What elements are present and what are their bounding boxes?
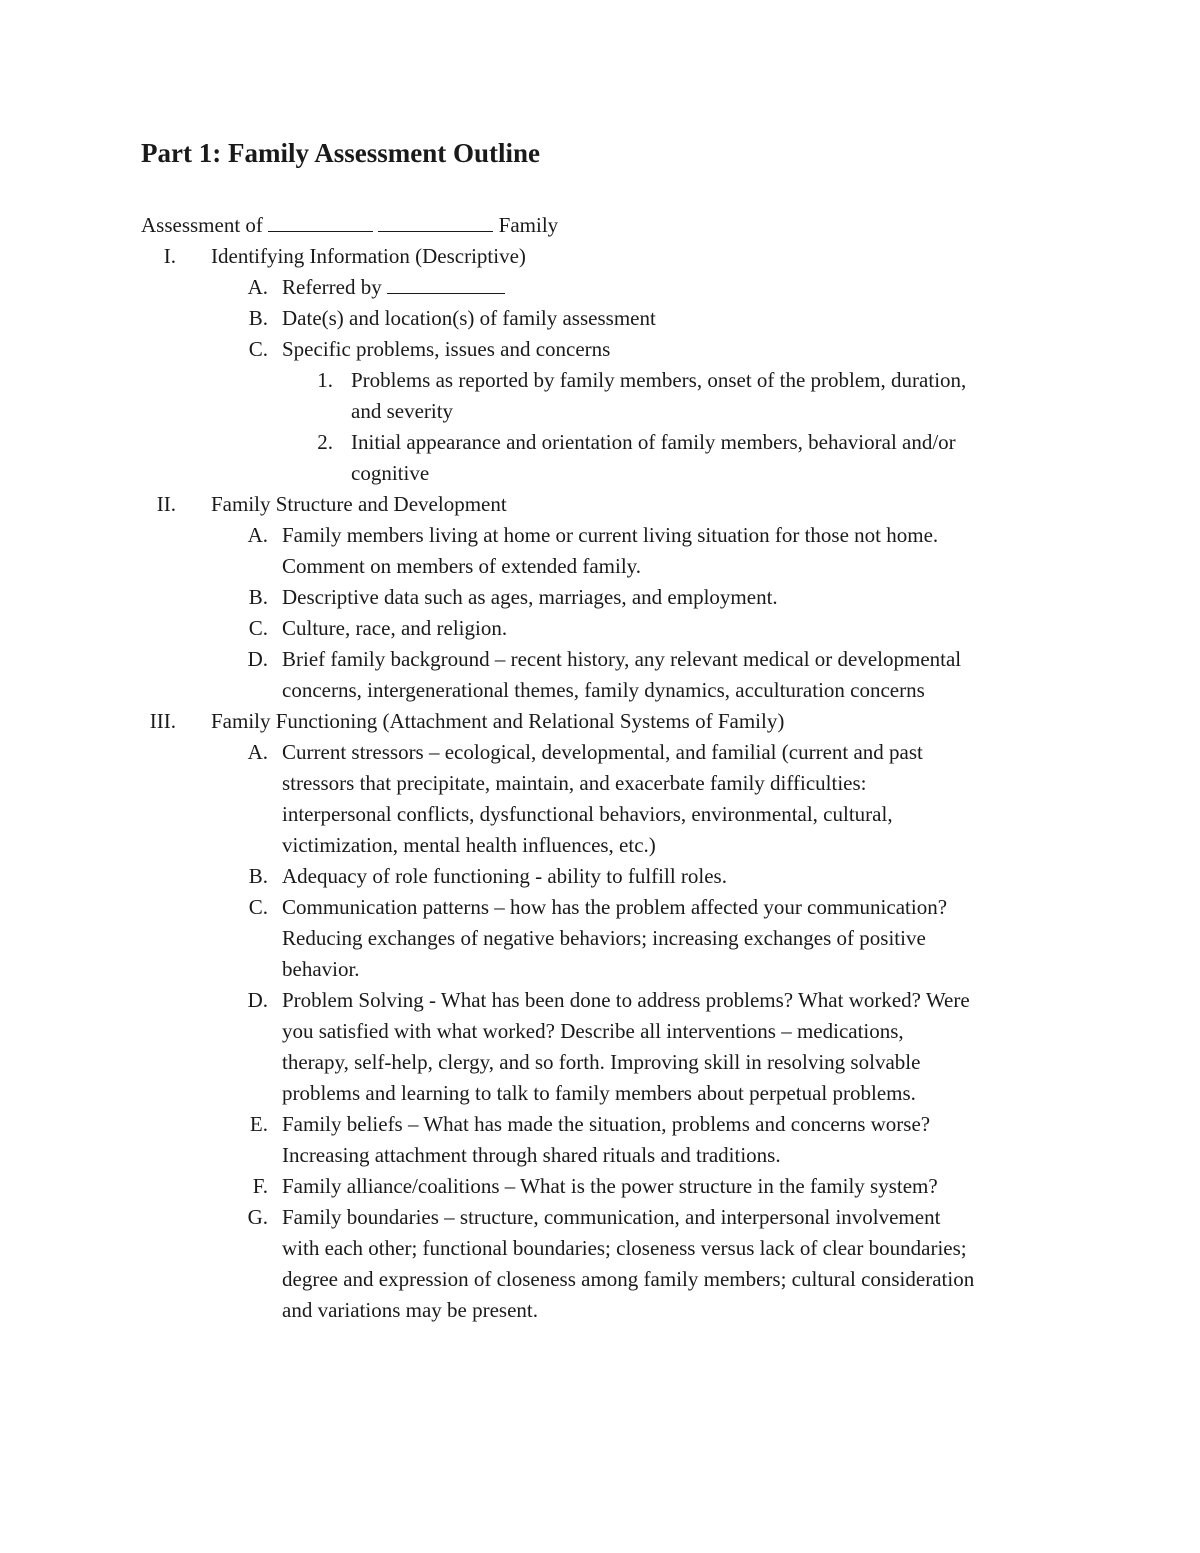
item-line [282, 1140, 781, 1171]
item-letter: A. [247, 275, 268, 299]
section-heading-text: Identifying Information (Descriptive) [211, 244, 526, 268]
section-heading [211, 241, 526, 272]
item-line-text: Increasing attachment through shared rituals and traditions. [282, 1143, 781, 1167]
section-heading-text: Family Functioning (Attachment and Relational Systems of Family) [211, 709, 785, 733]
item-letter: C. [248, 895, 268, 919]
item-line-text: Descriptive data such as ages, marriages, and employment. [282, 585, 778, 609]
section-numeral: III. [149, 709, 176, 733]
item-letter: G. [247, 1205, 268, 1229]
item-letter: F. [252, 1174, 268, 1198]
intro-suffix: Family [498, 213, 559, 237]
item-line-text: Culture, race, and religion. [282, 616, 508, 640]
item-line [282, 830, 656, 861]
item-letter: C. [248, 616, 268, 640]
section-heading [211, 489, 507, 520]
item-line [282, 613, 507, 644]
item-line [282, 1202, 940, 1233]
item-letter: D. [247, 647, 268, 671]
family-name-blank-2 [378, 214, 493, 232]
item-line-text: Brief family background – recent history, any relevant medical or developmental [282, 647, 962, 671]
sub-item-line [351, 427, 956, 458]
item-line [282, 737, 923, 768]
item-line-text: problems and learning to talk to family members about perpetual problems. [282, 1081, 916, 1105]
item-line-text: Current stressors – ecological, developmental, and familial (current and past [282, 740, 923, 764]
item-letter: C. [248, 337, 268, 361]
sub-item-number: 1. [317, 368, 333, 392]
item-letter: B. [248, 585, 268, 609]
section-numeral: II. [156, 492, 176, 516]
item-line-text: Specific problems, issues and concerns [282, 337, 611, 361]
item-line-text: interpersonal conflicts, dysfunctional behaviors, environmental, cultural, [282, 802, 893, 826]
item-line [282, 520, 938, 551]
item-line [282, 1233, 967, 1264]
item-line [282, 675, 925, 706]
item-line-text: concerns, intergenerational themes, family dynamics, acculturation concerns [282, 678, 925, 702]
item-line-text: Family beliefs – What has made the situation, problems and concerns worse? [282, 1112, 931, 1136]
sub-item-number: 2. [317, 430, 333, 454]
item-line-text: Comment on members of extended family. [282, 554, 642, 578]
item-line [282, 861, 727, 892]
item-line-text: with each other; functional boundaries; closeness versus lack of clear boundaries; [282, 1236, 967, 1260]
item-line [282, 551, 641, 582]
item-line-text: Family members living at home or current living situation for those not home. [282, 523, 939, 547]
item-line-text: stressors that precipitate, maintain, and exacerbate family difficulties: [282, 771, 867, 795]
item-line [282, 334, 610, 365]
item-line [282, 1109, 930, 1140]
item-line [282, 799, 893, 830]
item-line [282, 582, 778, 613]
intro-line [141, 210, 558, 241]
referred-by-blank [387, 276, 505, 294]
item-line-text: behavior. [282, 957, 360, 981]
item-letter: A. [247, 740, 268, 764]
item-line [282, 892, 947, 923]
sub-item-line-text: Initial appearance and orientation of family members, behavioral and/or [351, 430, 956, 454]
item-line [282, 768, 866, 799]
item-line [282, 272, 505, 303]
item-line-text: you satisfied with what worked? Describe all interventions – medications, [282, 1019, 904, 1043]
item-line-text: Reducing exchanges of negative behaviors; increasing exchanges of positive [282, 926, 926, 950]
sub-item-line [351, 365, 966, 396]
intro-prefix: Assessment of [141, 213, 263, 237]
item-letter: D. [247, 988, 268, 1012]
item-line-text: Referred by [282, 275, 382, 299]
item-line-text: and variations may be present. [282, 1298, 538, 1322]
item-line [282, 954, 360, 985]
item-line [282, 303, 656, 334]
sub-item-line [351, 458, 429, 489]
item-line-text: Communication patterns – how has the problem affected your communication? [282, 895, 948, 919]
item-line [282, 985, 970, 1016]
item-letter: A. [247, 523, 268, 547]
item-line [282, 1171, 938, 1202]
item-line-text: therapy, self-help, clergy, and so forth. Improving skill in resolving solvable [282, 1050, 921, 1074]
item-line [282, 1016, 904, 1047]
item-line-text: Date(s) and location(s) of family assessment [282, 306, 656, 330]
sub-item-line [351, 396, 453, 427]
sub-item-line-text: and severity [351, 399, 454, 423]
item-line-text: Family alliance/coalitions – What is the power structure in the family system? [282, 1174, 938, 1198]
item-line-text: Adequacy of role functioning - ability to fulfill roles. [282, 864, 727, 888]
family-name-blank-1 [268, 214, 373, 232]
item-line-text: degree and expression of closeness among family members; cultural consideration [282, 1267, 975, 1291]
sub-item-line-text: Problems as reported by family members, onset of the problem, duration, [351, 368, 967, 392]
item-letter: B. [248, 864, 268, 888]
item-line-text: victimization, mental health influences, etc.) [282, 833, 656, 857]
item-line-text: Family boundaries – structure, communication, and interpersonal involvement [282, 1205, 941, 1229]
item-line [282, 923, 926, 954]
section-heading-text: Family Structure and Development [211, 492, 507, 516]
item-line-text: Problem Solving - What has been done to address problems? What worked? Were [282, 988, 970, 1012]
section-heading [211, 706, 784, 737]
item-line [282, 1078, 916, 1109]
item-line [282, 1047, 920, 1078]
item-line [282, 644, 961, 675]
item-letter: B. [248, 306, 268, 330]
item-line [282, 1295, 538, 1326]
page-title: Part 1: Family Assessment Outline [141, 138, 540, 168]
item-letter: E. [249, 1112, 268, 1136]
item-line [282, 1264, 974, 1295]
sub-item-line-text: cognitive [351, 461, 430, 485]
section-numeral: I. [163, 244, 176, 268]
